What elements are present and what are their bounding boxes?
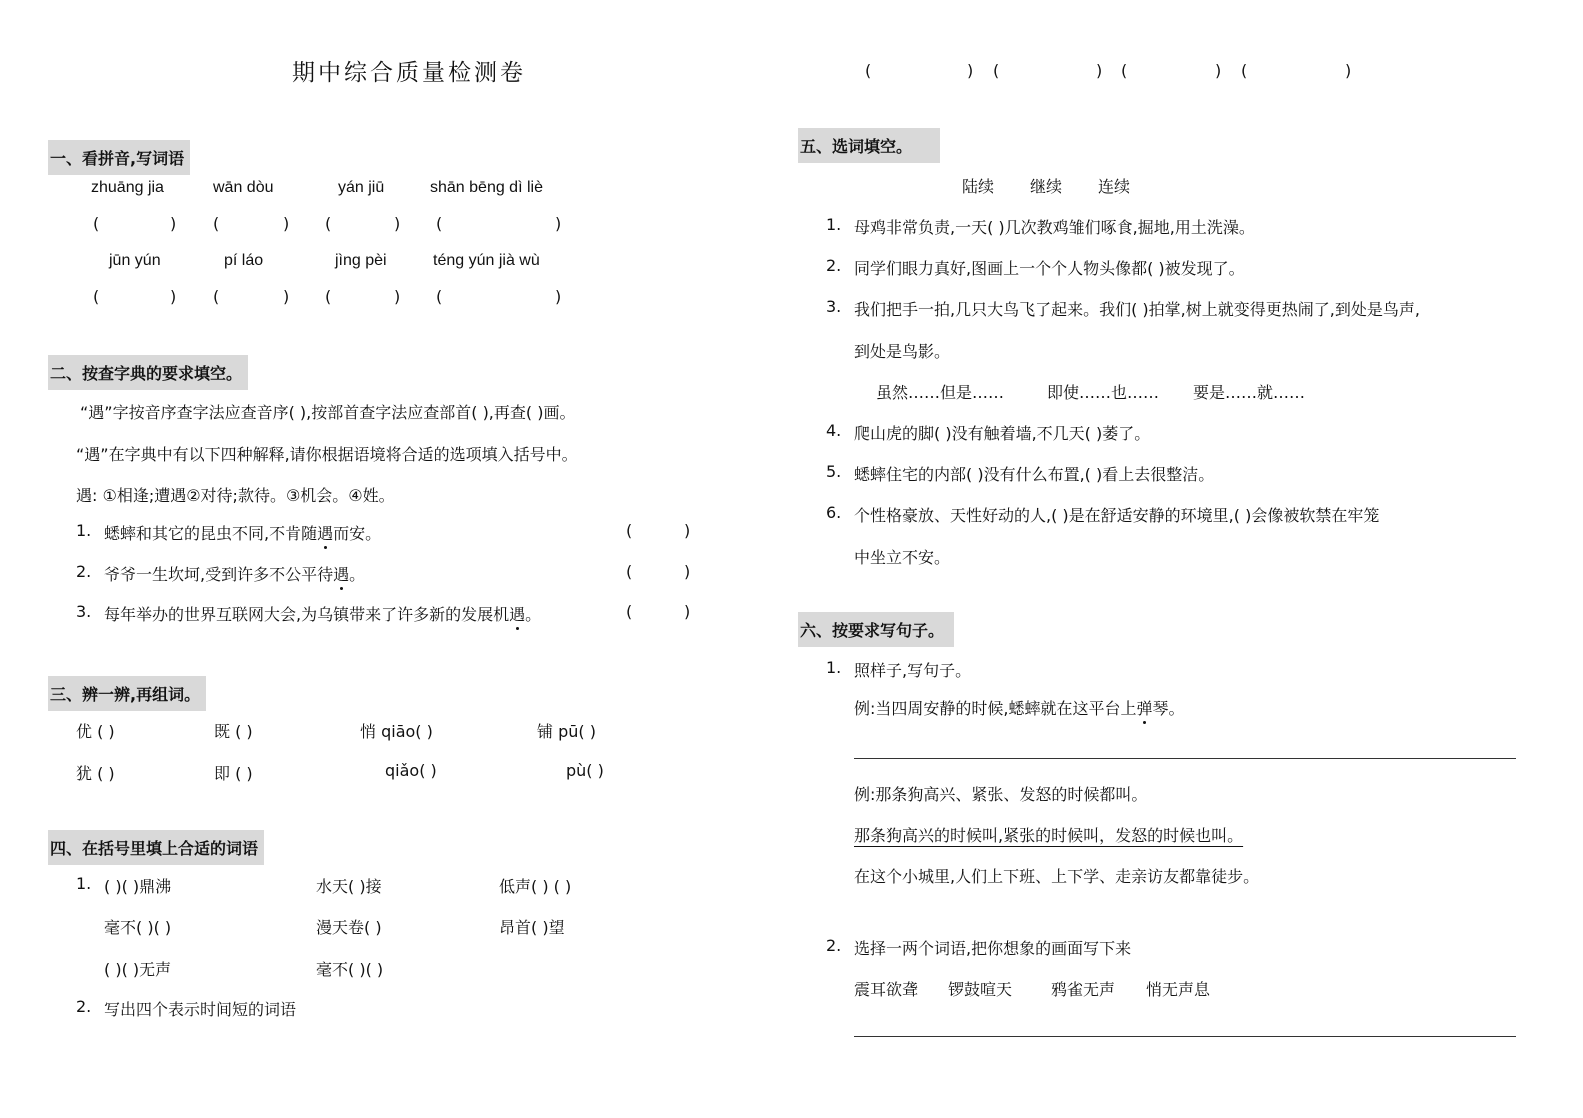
question-text [104,521,381,544]
question-text: 母鸡非常负责,一天( )几次教鸡雏们啄食,掘地,用土洗澡。 [854,218,1255,237]
question-text-pre: 每年举办的世界互联网大会,为乌镇带来了许多新的发展机 [104,605,510,624]
section-1-header: 一、看拼音,写词语 [48,140,190,175]
question-number: 5. [826,462,842,481]
question-text: 个性格豪放、天性好动的人,( )是在舒适安静的环境里,( )会像被软禁在牢笼 [854,506,1380,525]
emphasis-char: 遇 [333,562,349,585]
word-option: 继续 [1030,177,1063,196]
word-group-item[interactable]: pù( ) [566,761,604,780]
emphasis-char: 弹 [1136,696,1152,719]
question-number: 2. [76,997,92,1016]
answer-blank-open[interactable]: ( [1121,61,1128,80]
answer-blank-close[interactable]: ) [170,214,177,233]
question-text-continued: 到处是鸟影。 [854,342,951,361]
question-number: 1. [76,521,92,540]
question-text: 同学们眼力真好,图画上一个个人物头像都( )被发现了。 [854,259,1245,278]
question-text: 写出四个表示时间短的词语 [104,1000,297,1019]
answer-blank-close[interactable]: ) [1215,61,1222,80]
answer-blank-close[interactable]: ) [555,287,562,306]
pinyin-item: shān bēng dì liè [430,179,543,196]
answer-line[interactable] [854,758,1516,759]
answer-blank-close[interactable]: ) [394,287,401,306]
pinyin-item: jìng pèi [335,252,387,269]
answer-blank-open[interactable]: ( [626,602,633,621]
answer-blank-open[interactable]: ( [213,214,220,233]
answer-blank-open[interactable]: ( [993,61,1000,80]
example-answer: 那条狗高兴的时候叫,紧张的时候叫，发怒的时候也叫。 [854,826,1244,845]
answer-blank-close[interactable]: ) [283,287,290,306]
answer-blank-close[interactable]: ) [684,602,691,621]
question-number: 4. [826,421,842,440]
question-number: 2. [826,936,842,955]
word-option: 锣鼓喧天 [948,980,1013,999]
word-option: 鸦雀无声 [1051,980,1116,999]
pinyin-item: téng yún jià wù [433,252,540,269]
dictionary-instruction: “遇”在字典中有以下四种解释,请你根据语境将合适的选项填入括号中。 [76,445,578,464]
answer-blank-open[interactable]: ( [626,562,633,581]
word-option: 要是……就…… [1193,383,1306,402]
task-sentence: 在这个小城里,人们上下班、上下学、走亲访友都靠徒步。 [854,867,1260,886]
question-number: 1. [76,874,92,893]
question-text: 爬山虎的脚( )没有触着墙,不几天( )萎了。 [854,424,1151,443]
example-sentence [854,696,1185,719]
word-group-item[interactable]: 优 ( ) [76,722,115,741]
answer-blank-open[interactable]: ( [436,287,443,306]
idiom-blank[interactable]: 低声( ) ( ) [499,877,572,896]
answer-blank-close[interactable]: ) [1096,61,1103,80]
answer-blank-open[interactable]: ( [93,287,100,306]
answer-blank-open[interactable]: ( [865,61,872,80]
question-number: 2. [76,562,92,581]
question-text-pre: 蟋蟀和其它的昆虫不同,不肯随 [104,524,318,543]
example-post: 琴。 [1152,699,1185,718]
pinyin-item: zhuāng jia [91,179,164,196]
question-text: 选择一两个词语,把你想象的画面写下来 [854,939,1132,958]
emphasis-char: 遇 [509,602,525,625]
answer-blank-close[interactable]: ) [394,214,401,233]
word-group-item[interactable]: 既 ( ) [214,722,253,741]
word-group-item[interactable]: 悄 qiāo( ) [360,722,433,741]
idiom-blank[interactable]: 漫天卷( ) [316,918,382,937]
question-text-pre: 爷爷一生坎坷,受到许多不公平待 [104,565,334,584]
idiom-blank[interactable]: 毫不( )( ) [104,918,172,937]
page-title: 期中综合质量检测卷 [292,60,526,86]
answer-blank-open[interactable]: ( [93,214,100,233]
word-option: 连续 [1098,177,1131,196]
section-6-header: 六、按要求写句子。 [798,612,954,647]
word-option: 震耳欲聋 [854,980,919,999]
question-number: 2. [826,256,842,275]
answer-blank-open[interactable]: ( [213,287,220,306]
section-3-header: 三、辨一辨,再组词。 [48,676,206,711]
question-text: 蟋蟀住宅的内部( )没有什么布置,( )看上去很整洁。 [854,465,1215,484]
pinyin-item: jūn yún [109,252,161,269]
question-text: 照样子,写句子。 [854,661,972,680]
question-number: 1. [826,215,842,234]
answer-blank-close[interactable]: ) [684,521,691,540]
word-group-item[interactable]: 即 ( ) [214,764,253,783]
question-text-continued: 中坐立不安。 [854,548,951,567]
example-pre: 例:当四周安静的时候,蟋蟀就在这平台上 [854,699,1137,718]
answer-line[interactable] [854,1036,1516,1037]
section-5-header: 五、选词填空。 [798,128,940,163]
word-group-item[interactable]: 犹 ( ) [76,764,115,783]
word-option: 虽然……但是…… [876,383,1005,402]
question-number: 3. [826,297,842,316]
section-2-header: 二、按查字典的要求填空。 [48,355,248,390]
question-text-post: 。 [349,565,366,584]
question-number: 6. [826,503,842,522]
idiom-blank[interactable]: ( )( )鼎沸 [104,877,172,896]
answer-blank-open[interactable]: ( [1241,61,1248,80]
dictionary-definitions: 遇: ①相逢;遭遇②对待;款待。③机会。④姓。 [76,486,395,505]
question-number: 1. [826,658,842,677]
answer-blank-close[interactable]: ) [170,287,177,306]
idiom-blank[interactable]: 毫不( )( ) [316,960,384,979]
answer-blank-close[interactable]: ) [967,61,974,80]
question-text-post: 。 [525,605,542,624]
word-group-item[interactable]: 铺 pū( ) [537,722,596,741]
answer-blank-open[interactable]: ( [626,521,633,540]
pinyin-item: yán jiū [338,179,385,196]
example-sentence: 例:那条狗高兴、紧张、发怒的时候都叫。 [854,785,1148,804]
word-option: 即使……也…… [1047,383,1160,402]
answer-blank-close[interactable]: ) [283,214,290,233]
answer-blank-open[interactable]: ( [325,214,332,233]
section-4-header: 四、在括号里填上合适的词语 [48,830,264,865]
answer-blank-open[interactable]: ( [436,214,443,233]
answer-blank-close[interactable]: ) [1345,61,1352,80]
idiom-blank[interactable]: ( )( )无声 [104,960,172,979]
pinyin-item: wān dòu [213,179,274,196]
answer-blank-close[interactable]: ) [684,562,691,581]
idiom-blank[interactable]: 水天( )接 [316,877,382,896]
word-option: 悄无声息 [1146,980,1211,999]
question-text: 我们把手一拍,几只大鸟飞了起来。我们( )拍掌,树上就变得更热闹了,到处是鸟声, [854,300,1420,319]
answer-blank-open[interactable]: ( [325,287,332,306]
question-number: 3. [76,602,92,621]
word-group-item[interactable]: qiǎo( ) [385,761,437,780]
question-text [104,562,365,585]
pinyin-item: pí láo [224,252,264,269]
idiom-blank[interactable]: 昂首( )望 [499,918,565,937]
question-text-post: 而安。 [333,524,382,543]
dictionary-question: “遇”字按音序查字法应查音序( ),按部首查字法应查部首( ),再查( )画。 [80,403,576,422]
answer-blank-close[interactable]: ) [555,214,562,233]
word-option: 陆续 [962,177,995,196]
emphasis-char: 遇 [317,521,333,544]
question-text [104,602,541,625]
